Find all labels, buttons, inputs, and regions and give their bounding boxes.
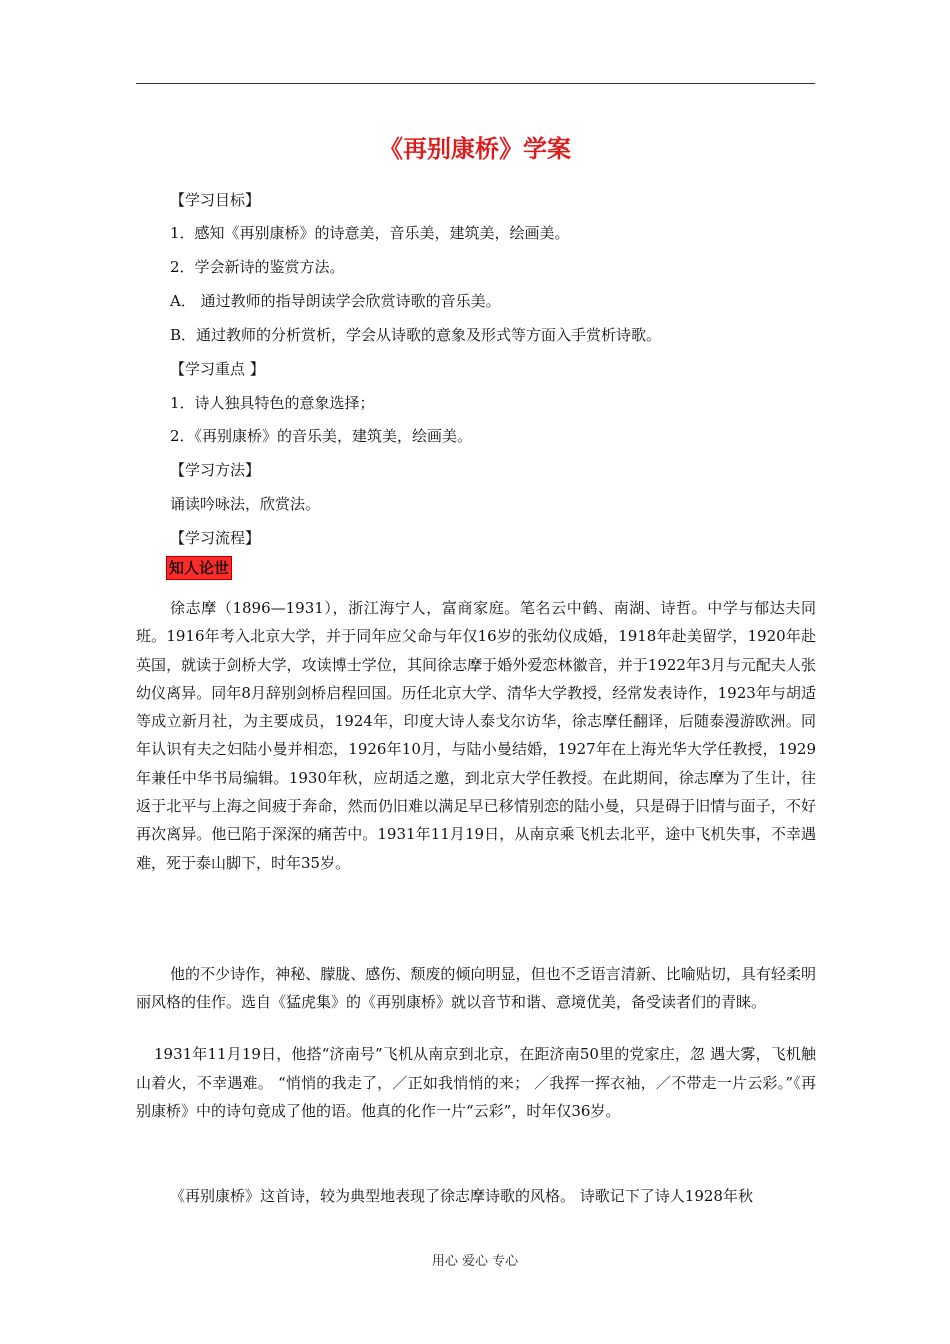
section-label-highlight: 知人论世 [169,559,230,577]
style-paragraph: 他的不少诗作，神秘、朦胧、感伤、颓废的倾向明显，但也不乏语言清新、比喻贴切，具有轻柔明丽风格的佳作。选自《猛虎集》的《再别康桥》就以音节和谐、意境优美，备受读者们的青睐。 [136,965,816,1012]
key-point-1: 1．诗人独具特色的意象选择； [170,394,375,412]
page-title: 《再别康桥》学案 [379,134,571,163]
heading-process: 【学习流程】 [170,529,261,547]
page-footer: 用心 爱心 专心 [431,1254,519,1269]
poem-intro-paragraph: 《再别康桥》这首诗，较为典型地表现了徐志摩诗歌的风格。 诗歌记下了诗人1928年秋 [170,1187,753,1205]
goal-item-b: B．通过教师的分析赏析，学会从诗歌的意象及形式等方面入手赏析诗歌。 [170,326,662,344]
header-rule [136,83,815,84]
goal-item-2: 2．学会新诗的鉴赏方法。 [170,258,345,276]
goal-item-a: A． 通过教师的指导朗读学会欣赏诗歌的音乐美。 [170,292,501,310]
heading-methods: 【学习方法】 [170,461,261,479]
methods-text: 诵读吟咏法，欣赏法。 [170,495,321,513]
heading-learning-goals: 【学习目标】 [170,191,261,209]
heading-key-points: 【学习重点 】 [170,360,265,378]
key-point-2: 2．《再别康桥》的音乐美，建筑美，绘画美。 [170,427,473,445]
death-paragraph: 1931年11月19日，他搭“济南号”飞机从南京到北京，在距济南50里的党家庄，忽 遇大雾，飞机触山着火，不幸遇难。 “悄悄的我走了，／正如我悄悄的来； ／我挥一挥衣袖，／不带走一片云彩。”《再别康桥》中的诗句竟成了他的语。他真的化作一片“云彩”，时年仅36岁。 [136,1045,816,1120]
biography-paragraph: 徐志摩（1896—1931），浙江海宁人，富商家庭。笔名云中鹤、南湖、诗哲。中学与郁达夫同班。1916年考入北京大学，并于同年应父命与年仅16岁的张幼仪成婚，1918年赴美留学，1920年赴英国，就读于剑桥大学，攻读博士学位，其间徐志摩于婚外爱恋林徽音，并于1922年3月与元配夫人张幼仪离异。同年8月辞别剑桥启程回国。历任北京大学、清华大学教授，经常发表诗作，1923年与胡适等成立新月社，为主要成员，1924年，印度大诗人泰戈尔访华，徐志摩任翻译，后随泰漫游欧洲。同年认识有夫之妇陆小曼并相恋，1926年10月，与陆小曼结婚，1927年在上海光华大学任教授，1929年兼任中华书局编辑。1930年秋，应胡适之邀，到北京大学任教授。在此期间，徐志摩为了生计，往返于北平与上海之间疲于奔命，然而仍旧难以满足早已移情别恋的陆小曼，只是碍于旧情与面子，不好再次离异。他已陷于深深的痛苦中。1931年11月19日，从南京乘飞机去北平，途中飞机失事，不幸遇难，死于泰山脚下，时年35岁。 [136,599,816,872]
goal-item-1: 1．感知《再别康桥》的诗意美，音乐美，建筑美，绘画美。 [170,224,570,242]
